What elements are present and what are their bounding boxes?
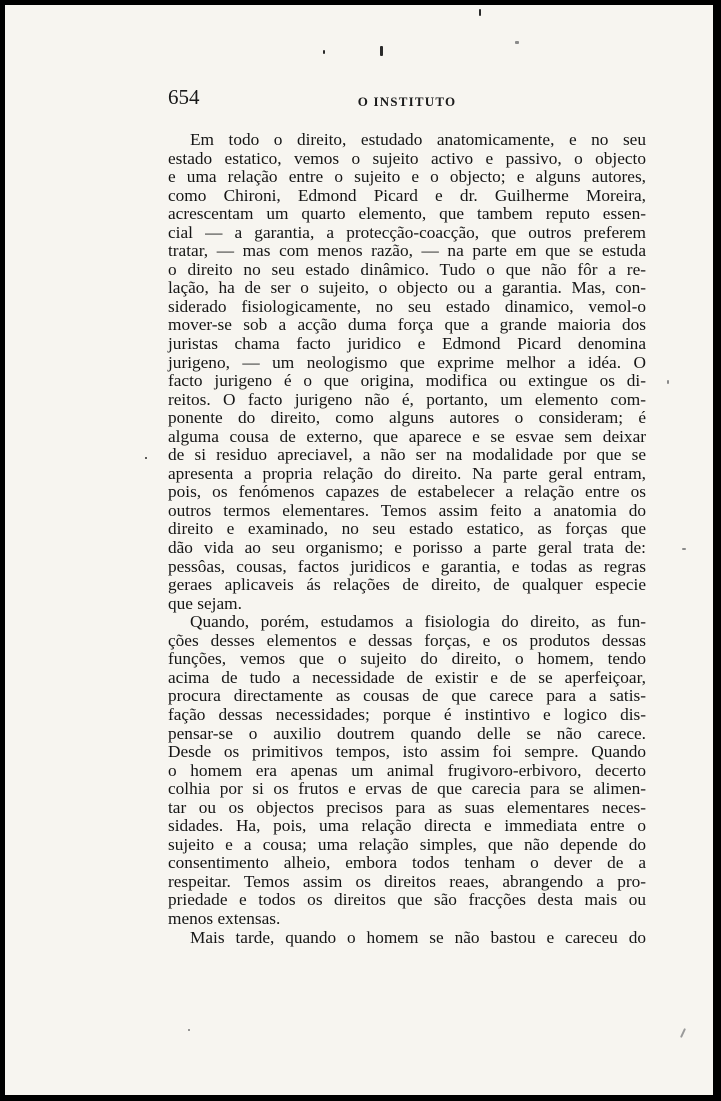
text-line: fação dessas necessidades; porque é instintivo e logico dis-: [168, 704, 646, 724]
text-line: cial — a garantia, a protecção-coacção, que outros preferem: [168, 222, 646, 242]
text-line: acrescentam um quarto elemento, que tambem reputo essen-: [168, 204, 646, 224]
page-number: 654: [168, 85, 200, 109]
text-line: jurigeno, — um neologismo que exprime melhor a idéa. O: [168, 352, 646, 372]
scan-speck: [667, 380, 669, 384]
text-line: funções, vemos que o sujeito do direito, o homem, tendo: [168, 649, 646, 669]
text-line: facto jurigeno é o que origina, modifica ou extingue os di-: [168, 371, 646, 391]
text-line: lação, ha de ser o sujeito, o objecto ou a garantia. Mas, con-: [168, 278, 646, 298]
text-line: e uma relação entre o sujeito e o objecto; e alguns autores,: [168, 167, 646, 187]
text-line: apresenta a propria relação do direito. Na parte geral entram,: [168, 463, 646, 483]
scan-speck: [145, 457, 147, 459]
text-line: estado estatico, vemos o sujeito activo e passivo, o objecto: [168, 148, 646, 168]
scan-speck: [515, 41, 519, 44]
text-line: o homem era apenas um animal frugivoro-erbivoro, decerto: [168, 760, 646, 780]
text-line: consentimento alheio, embora todos tenham o dever de a: [168, 853, 646, 873]
text-line: mover-se sob a acção duma força que a grande maioria dos: [168, 315, 646, 335]
text-line: ponente do direito, como alguns autores o consideram; é: [168, 408, 646, 428]
text-line: que sejam.: [168, 593, 242, 613]
text-line: procura directamente as cousas de que carece para a satis-: [168, 686, 646, 706]
text-line: ções desses elementos e dessas forças, e os produtos dessas: [168, 630, 646, 650]
book-page: [5, 5, 713, 1095]
text-line: priedade e todos os direitos que são fracções desta mais ou: [168, 890, 646, 910]
text-line: tratar, — mas com menos razão, — na parte em que se estuda: [168, 241, 646, 261]
text-line: acima de tudo a necessidade de existir e de se aperfeiçoar,: [168, 667, 646, 687]
text-line: o direito no seu estado dinâmico. Tudo o que não fôr a re-: [168, 259, 646, 279]
text-line: como Chironi, Edmond Picard e dr. Guilherme Moreira,: [168, 185, 646, 205]
text-line: reitos. O facto jurigeno não é, portanto, um elemento com-: [168, 389, 646, 409]
text-line: siderado fisiologicamente, no seu estado dinamico, vemol-o: [168, 296, 646, 316]
scan-speck: [479, 9, 481, 16]
text-line: respeitar. Temos assim os direitos reaes, abrangendo a pro-: [168, 871, 646, 891]
text-line: Em todo o direito, estudado anatomicamente, e no seu: [190, 130, 646, 149]
scan-speck: [323, 50, 325, 54]
text-line: de si residuo apreciavel, a não ser na modalidade por que se: [168, 445, 646, 465]
text-line: Desde os primitivos tempos, isto assim foi sempre. Quando: [168, 742, 646, 762]
text-line: alguma cousa de externo, que aparece e se esvae sem deixar: [168, 426, 646, 446]
text-line: dão vida ao seu organismo; e porisso a parte geral trata de:: [168, 538, 646, 558]
page-header: [168, 85, 646, 115]
text-line: geraes aplicaveis ás relações de direito, de qualquer especie: [168, 575, 646, 595]
text-line: pois, os fenómenos capazes de estabelecer a relação entre os: [168, 482, 646, 502]
text-line: outros termos elementares. Temos assim feito a anatomia do: [168, 500, 646, 520]
text-line: direito e examinado, no seu estado estatico, as forças que: [168, 519, 646, 539]
text-line: sujeito e a cousa; uma relação simples, que não depende do: [168, 834, 646, 854]
running-title: O INSTITUTO: [357, 94, 457, 109]
text-line: pessôas, cousas, factos juridicos e garantia, e todas as regras: [168, 556, 646, 576]
text-line: Quando, porém, estudamos a fisiologia do direito, as fun-: [190, 612, 646, 632]
text-line: Mais tarde, quando o homem se não bastou e careceu do: [190, 927, 646, 947]
scan-speck: [188, 1029, 190, 1031]
scan-speck: [682, 548, 686, 550]
scan-speck: [680, 1028, 686, 1038]
text-line: pensar-se o auxilio doutrem quando delle se não carece.: [168, 723, 646, 743]
text-line: menos extensas.: [168, 908, 281, 928]
text-line: colhia por si os frutos e ervas de que carecia para se alimen-: [168, 779, 646, 799]
scan-speck: [380, 46, 383, 56]
text-line: juristas chama facto juridico e Edmond Picard denomina: [168, 334, 646, 354]
body-text: [168, 131, 646, 947]
text-line: sidades. Ha, pois, uma relação directa e immediata entre o: [168, 816, 646, 836]
text-line: tar ou os objectos precisos para as suas elementares neces-: [168, 797, 646, 817]
